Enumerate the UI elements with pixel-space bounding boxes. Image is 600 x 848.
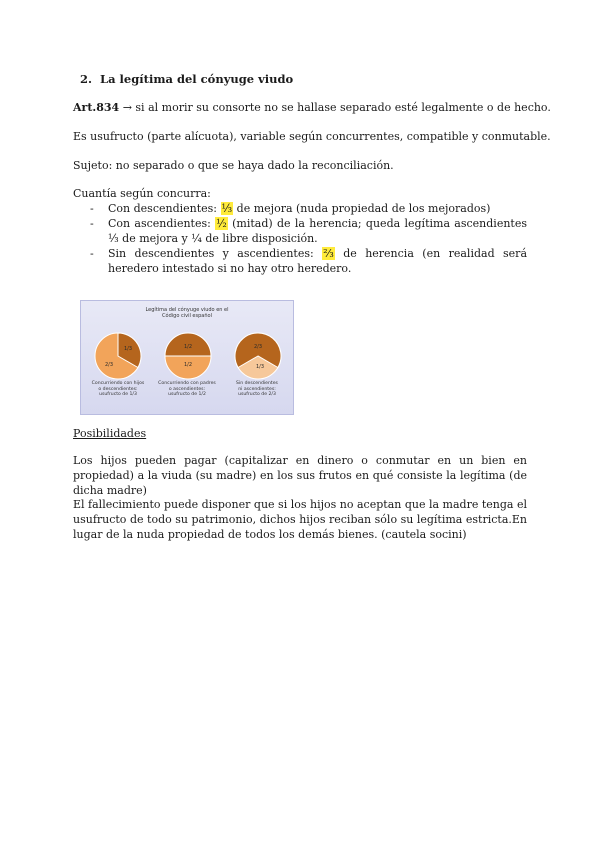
cuantia-title: Cuantía según concurra: [73,187,211,200]
list-item [90,216,527,246]
pie-slice-label: 1/2 [183,344,193,350]
section-number: 2. [80,72,93,86]
pie-slice-label: 1/3 [123,346,133,352]
pie-caption-3: Sin descendientes ni ascendientes: usufructo de 2/3 [236,381,278,398]
posibilidades-title: Posibilidades [73,427,147,440]
list-item [90,201,527,216]
item-text: (mitad) de la herencia; queda legítima ascendientes ⅓ de mejora y ¼ de libre disposición. [108,217,527,245]
pie-caption-1: Concurriendo con hijos o descendientes: usufructo de 1/3 [91,381,145,398]
item-text: de mejora (nuda propiedad de los mejorados) [233,202,491,215]
highlight-fraction: ⅔ [323,247,334,260]
cuantia-list [90,201,527,276]
highlight-fraction: ½ [216,217,227,230]
item-text: Con descendientes: [108,202,221,215]
list-item [90,246,527,276]
legitima-figure [80,300,294,415]
pie-rest-label: 2/3 [104,362,114,368]
art-label: Art.834 [73,101,120,114]
section-heading [80,72,293,87]
pie-caption-2: Concurriendo con padres o ascendientes: usufructo de 1/2 [158,381,216,398]
highlight-fraction: ⅓ [221,202,233,215]
art-paragraph [73,100,551,115]
pie-3 [235,333,281,379]
pie-rest-label: 1/3 [255,364,265,370]
sujeto-paragraph: Sujeto: no separado o que se haya dado la reconciliación. [73,159,394,172]
pie-rest-label: 1/2 [183,362,193,368]
figure-title-line: Legítima del cónyuge viudo en el [145,307,229,313]
item-text: de herencia (en realidad será heredero intestado si no hay otro heredero. [108,247,528,275]
pie-slice-label: 2/3 [253,344,263,350]
posibilidades-paragraph-2: El fallecimiento puede disponer que si los hijos no aceptan que la madre tenga el usufructo de todo su patrimonio, dichos hijos reciban sólo su legítima estricta.En lugar de la nuda propiedad de todos los demás bienes. (cautela socini) [73,498,527,541]
posibilidades-paragraph-1: Los hijos pueden pagar (capitalizar en dinero o conmutar en un bien en propiedad) a la viuda (su madre) en los sus frutos en qué consiste la legítima (de dicha madre) [73,454,527,497]
usufructo-paragraph: Es usufructo (parte alícuota), variable según concurrentes, compatible y conmutable. [73,130,551,143]
section-title: La legítima del cónyuge viudo [100,72,294,86]
art-text: → si al morir su consorte no se hallase separado esté legalmente o de hecho. [119,101,551,114]
item-text: Sin descendientes y ascendientes: [108,247,323,260]
item-text: Con ascendientes: [108,217,216,230]
pie-1 [95,333,141,379]
pie-2 [165,333,211,379]
figure-title-line: Código civil español [162,313,212,319]
